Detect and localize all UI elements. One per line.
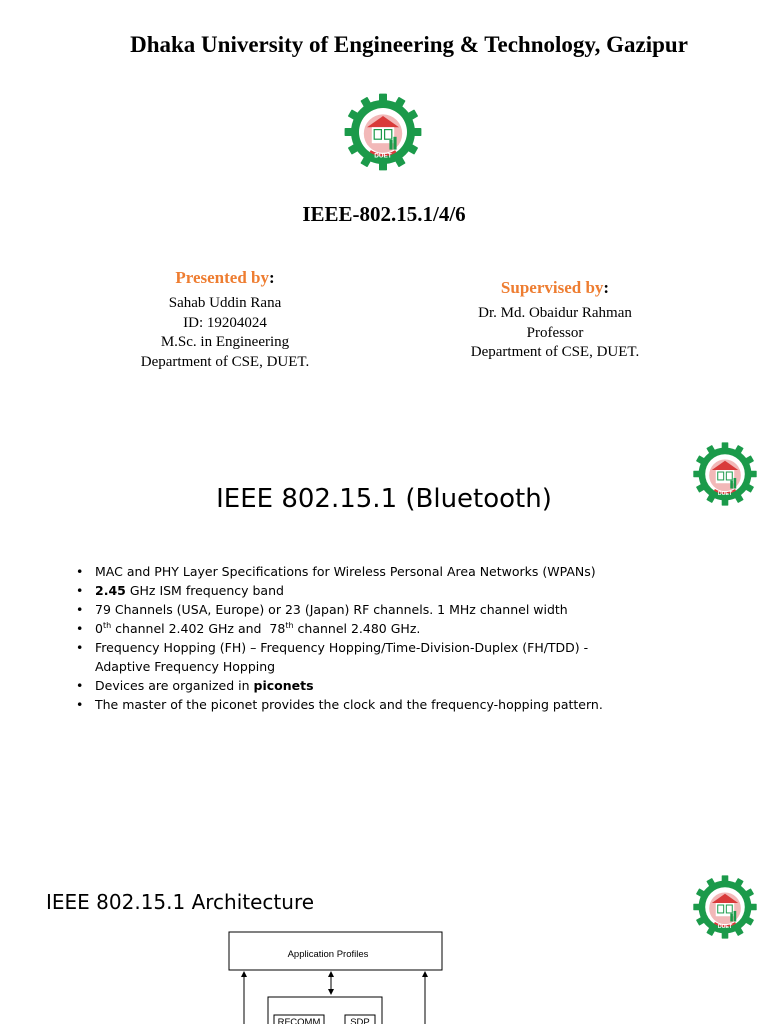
supervisor-name: Dr. Md. Obaidur Rahman (478, 305, 632, 321)
presenter-name: Sahab Uddin Rana (168, 295, 282, 311)
supervisor-block (440, 278, 670, 363)
presenter-block (100, 268, 350, 372)
title-slide (0, 0, 768, 420)
presentation-title: IEEE-802.15.1/4/6 (302, 202, 466, 226)
logo-text: DUET (374, 152, 392, 160)
architecture-slide (0, 852, 768, 1024)
application-profiles-label: Application Profiles (287, 949, 369, 960)
slide-title: IEEE 802.15.1 (Bluetooth) (216, 484, 552, 514)
svg-text:DUET: DUET (717, 491, 733, 498)
svg-text:DUET: DUET (717, 924, 733, 931)
architecture-diagram (0, 852, 768, 1024)
list-item: • Devices are organized in piconets (76, 676, 603, 695)
presented-by-heading: Presented by: (175, 268, 275, 287)
sdp-label: SDP (350, 1017, 370, 1024)
slide-title: IEEE 802.15.1 Architecture (46, 890, 315, 914)
presenter-id: ID: 19204024 (183, 314, 267, 331)
list-item: • 2.45 GHz ISM frequency band (76, 581, 603, 600)
duet-logo-icon (343, 92, 423, 172)
bluetooth-slide (0, 420, 768, 852)
list-item: • Frequency Hopping (FH) – Frequency Hopping/Time-Division-Duplex (FH/TDD) - Adaptive Frequency Hopping (76, 638, 603, 676)
supervised-by-heading: Supervised by: (500, 278, 610, 297)
bullet-list (76, 562, 603, 714)
supervisor-designation: Professor (526, 324, 584, 341)
ellipsis-label: .... (327, 1017, 339, 1024)
list-item: • 79 Channels (USA, Europe) or 23 (Japan) RF channels. 1 MHz channel width (76, 600, 603, 619)
list-item: • MAC and PHY Layer Specifications for Wireless Personal Area Networks (WPANs) (76, 562, 603, 581)
list-item: • 0th channel 2.402 GHz and 78th channel 2.480 GHz. (76, 619, 603, 638)
rfcomm-label: RFCOMM (277, 1017, 321, 1024)
presenter-department: Department of CSE, DUET. (140, 353, 310, 370)
presenter-program: M.Sc. in Engineering (160, 334, 290, 350)
university-title: Dhaka University of Engineering & Technology, Gazipur (130, 32, 688, 57)
list-item: • The master of the piconet provides the clock and the frequency-hopping pattern. (76, 695, 603, 714)
supervisor-department: Department of CSE, DUET. (470, 344, 640, 360)
